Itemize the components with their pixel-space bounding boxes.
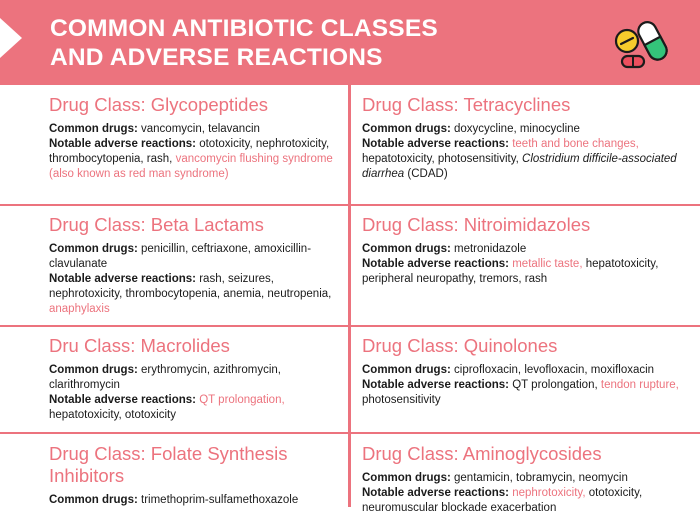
common-value: vancomycin, telavancin [141, 123, 260, 135]
common-value: erythromycin, azithromycin, clarithromycin [49, 364, 281, 391]
adverse-highlight: nephrotoxicity, [512, 487, 586, 499]
card-title: Dru Class: Macrolides [49, 335, 230, 356]
adverse-value: hepatotoxicity, peripheral neuropathy, tremors, rash [362, 258, 659, 285]
row-divider [0, 204, 700, 206]
common-drugs [49, 363, 345, 393]
header-banner [0, 0, 700, 85]
adverse-label: Notable adverse reactions: [362, 487, 510, 499]
common-drugs [49, 122, 345, 137]
adverse-highlight: metallic taste, [512, 258, 583, 270]
adverse-label: Notable adverse reactions: [362, 258, 510, 270]
adverse-highlight: anaphylaxis [49, 303, 110, 315]
adverse-value: QT prolongation, [512, 379, 598, 391]
common-drugs [362, 242, 682, 257]
adverse-tail: photosensitivity [362, 394, 441, 406]
adverse-tail: (CDAD) [407, 168, 448, 180]
adverse-label: Notable adverse reactions: [49, 394, 197, 406]
card-tetracyclines [362, 94, 682, 182]
common-label: Common drugs: [362, 243, 451, 255]
adverse-reactions [49, 393, 345, 423]
adverse-value: hepatotoxicity, photosensitivity, [362, 153, 519, 165]
common-drugs [362, 471, 682, 486]
adverse-highlight: teeth and bone changes, [512, 138, 639, 150]
card-title: Drug Class: Beta Lactams [49, 214, 264, 235]
common-drugs [362, 363, 682, 378]
adverse-reactions [362, 486, 682, 516]
card-folate-synthesis-inhibitors [49, 443, 345, 508]
card-aminoglycosides [362, 443, 682, 516]
common-label: Common drugs: [49, 123, 138, 135]
pills-icon [612, 16, 672, 72]
common-label: Common drugs: [362, 123, 451, 135]
adverse-reactions [362, 378, 682, 408]
common-drugs [49, 493, 345, 508]
arrow-marker-icon [0, 18, 22, 58]
common-label: Common drugs: [49, 494, 138, 506]
card-title: Drug Class: Folate Synthesis Inhibitors [49, 443, 288, 486]
common-value: gentamicin, tobramycin, neomycin [454, 472, 628, 484]
common-label: Common drugs: [49, 364, 138, 376]
adverse-reactions [49, 272, 345, 317]
adverse-highlight: tendon rupture, [600, 379, 679, 391]
adverse-highlight: QT prolongation, [199, 394, 285, 406]
card-nitroimidazoles [362, 214, 682, 287]
card-quinolones [362, 335, 682, 408]
card-glycopeptides [49, 94, 345, 182]
row-divider [0, 325, 700, 327]
common-value: metronidazole [454, 243, 527, 255]
card-title: Drug Class: Nitroimidazoles [362, 214, 591, 235]
card-macrolides [49, 335, 345, 423]
adverse-italic: Clostridium difficile-associated diarrhea [362, 153, 677, 180]
adverse-label: Notable adverse reactions: [49, 273, 197, 285]
common-value: trimethoprim-sulfamethoxazole [141, 494, 299, 506]
adverse-value: ototoxicity, neuromuscular blockade exacerbation [362, 487, 643, 514]
page-title [50, 14, 570, 72]
adverse-label: Notable adverse reactions: [362, 138, 510, 150]
common-value: ciprofloxacin, levofloxacin, moxifloxacin [454, 364, 655, 376]
title-line-2: AND ADVERSE REACTIONS [50, 44, 383, 71]
adverse-highlight: vancomycin flushing syndrome (also known as red man syndrome) [49, 153, 333, 180]
title-line-1: COMMON ANTIBIOTIC CLASSES [50, 15, 438, 42]
adverse-label: Notable adverse reactions: [49, 138, 197, 150]
common-value: doxycycline, minocycline [454, 123, 580, 135]
card-title: Drug Class: Tetracyclines [362, 94, 571, 115]
column-divider [348, 85, 351, 507]
drug-class-grid [0, 85, 700, 514]
common-drugs [362, 122, 682, 137]
adverse-reactions [362, 137, 682, 182]
common-value: penicillin, ceftriaxone, amoxicillin-clavulanate [49, 243, 312, 270]
adverse-reactions [362, 257, 682, 287]
card-title: Drug Class: Quinolones [362, 335, 558, 356]
adverse-value: rash, seizures, nephrotoxicity, thrombocytopenia, anemia, neutropenia, [49, 273, 332, 300]
common-label: Common drugs: [362, 364, 451, 376]
common-label: Common drugs: [49, 243, 138, 255]
adverse-reactions [49, 137, 345, 182]
common-drugs [49, 242, 345, 272]
common-label: Common drugs: [362, 472, 451, 484]
adverse-value: hepatotoxicity, ototoxicity [49, 409, 176, 421]
card-title: Drug Class: Aminoglycosides [362, 443, 602, 464]
adverse-label: Notable adverse reactions: [362, 379, 510, 391]
card-beta-lactams [49, 214, 345, 317]
card-title: Drug Class: Glycopeptides [49, 94, 269, 115]
row-divider [0, 432, 700, 434]
adverse-value: ototoxicity, nephrotoxicity, thrombocytopenia, rash, [49, 138, 330, 165]
